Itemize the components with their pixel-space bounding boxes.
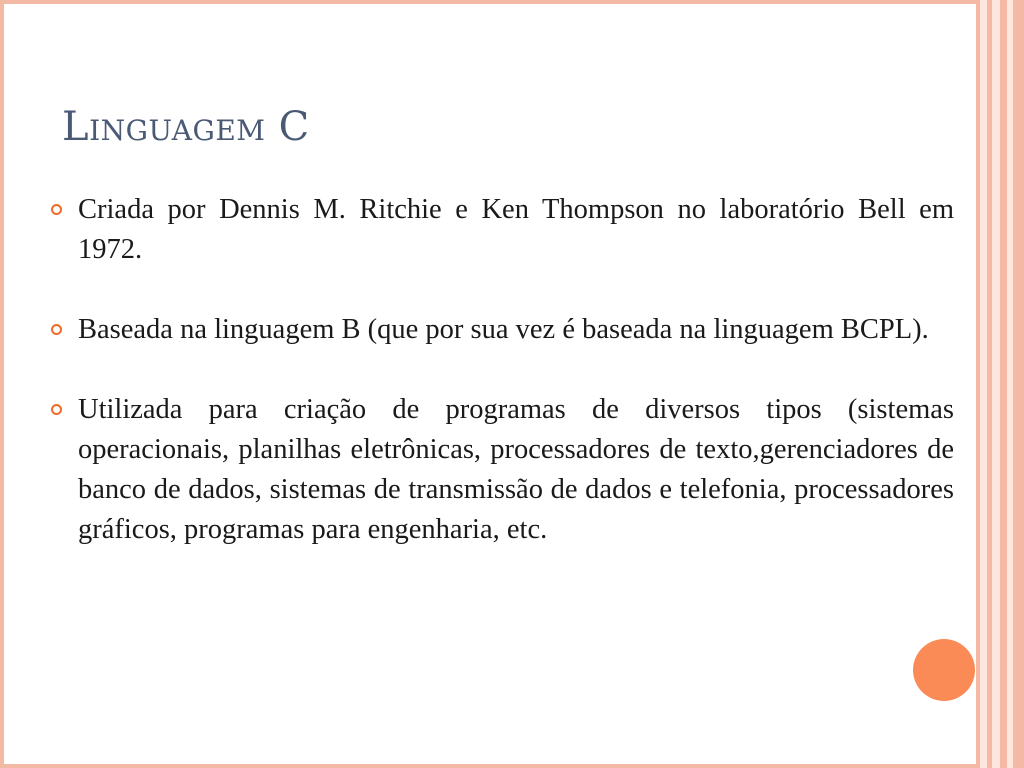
decorative-stripe bbox=[980, 0, 987, 768]
bullet-circle-icon bbox=[51, 404, 62, 415]
bullet-text: Criada por Dennis M. Ritchie e Ken Thompson no laboratório Bell em 1972. bbox=[78, 194, 954, 265]
bullet-text: Utilizada para criação de programas de diversos tipos (sistemas operacionais, planilhas eletrônicas, processadores de texto,gerenciadores de banco de dados, sistemas de transmissão de dados e telefonia, processadores gráficos, programas para engenharia, etc. bbox=[78, 394, 954, 545]
bullet-circle-icon bbox=[51, 324, 62, 335]
decorative-stripe bbox=[1000, 0, 1007, 768]
decorative-stripe bbox=[992, 0, 1000, 768]
slide-title: Linguagem C bbox=[62, 104, 310, 150]
bullet-text: Baseada na linguagem B (que por sua vez é baseada na linguagem BCPL). bbox=[78, 314, 929, 345]
slide-border-top bbox=[0, 0, 980, 4]
bullet-item bbox=[48, 390, 954, 550]
decorative-circle bbox=[913, 639, 975, 701]
slide-border-left bbox=[0, 0, 4, 768]
bullet-item bbox=[48, 190, 954, 270]
bullet-circle-icon bbox=[51, 204, 62, 215]
decorative-stripe bbox=[1013, 0, 1024, 768]
bullet-item bbox=[48, 310, 954, 350]
slide-border-bottom bbox=[0, 764, 980, 768]
bullet-list bbox=[48, 190, 954, 590]
